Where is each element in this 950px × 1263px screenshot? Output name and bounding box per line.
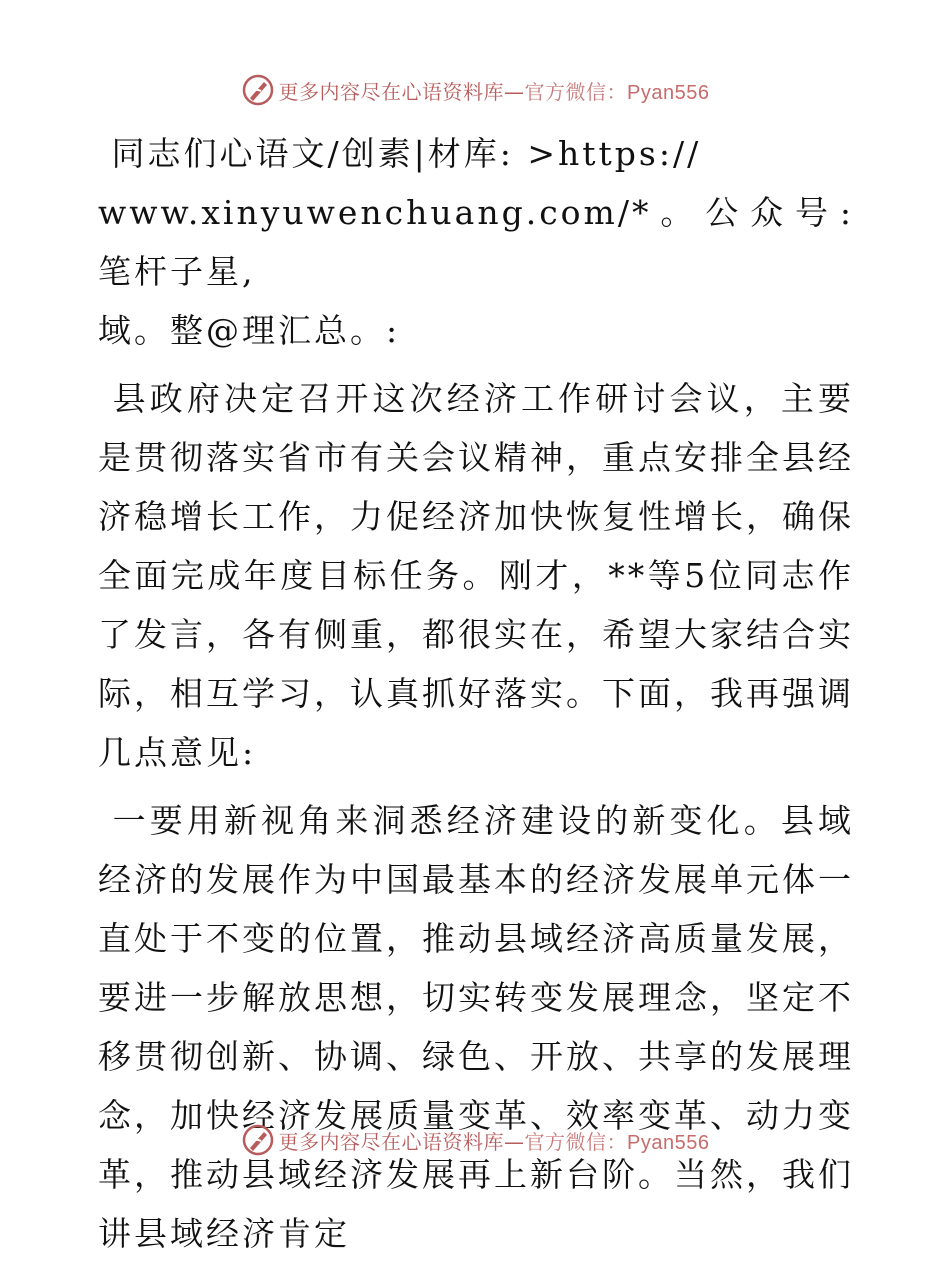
header-watermark — [0, 70, 950, 110]
paragraph-intro: 县政府决定召开这次经济工作研讨会议，主要是贯彻落实省市有关会议精神，重点安排全县经济稳增长工作，力促经济加快恢复性增长，确保全面完成年度目标任务。刚才，**等5位同志作了发言，各有侧重，都很实在，希望大家结合实际，相互学习，认真抓好落实。下面，我再强调几点意见: — [98, 379, 854, 772]
pen-logo-icon — [241, 1123, 275, 1157]
watermark-wechat-id: Pyan556 — [627, 1131, 710, 1154]
paragraph-point-one: 一要用新视角来洞悉经济建设的新变化。县域经济的发展作为中国最基本的经济发展单元体一直处于不变的位置，推动县域经济高质量发展，要进一步解放思想，切实转变发展理念，坚定不移贯彻创新、协调、绿色、开放、共享的发展理念，加快经济发展质量变革、效率变革、动力变革，推动县域经济发展再上新台阶。当然，我们讲县域经济肯定 — [98, 801, 854, 1253]
watermark-slogan: 更多内容尽在心语资料库 — [278, 79, 505, 104]
watermark-slogan: 更多内容尽在心语资料库 — [278, 1129, 505, 1154]
watermark-text — [279, 76, 710, 105]
watermark-text — [279, 1126, 710, 1155]
pen-logo-icon — [241, 73, 275, 107]
watermark-dash: — — [504, 79, 525, 104]
watermark-dash: — — [504, 1129, 525, 1154]
paragraph-source-note: 同志们心语文/创素|材库: >https:// www.xinyuwenchuang.com/*。公众号: 笔杆子星, 域。整@理汇总。: — [98, 134, 854, 350]
footer-watermark — [0, 1120, 950, 1160]
watermark-wechat-label: 官方微信： — [524, 79, 628, 104]
watermark-wechat-label: 官方微信： — [524, 1129, 628, 1154]
document-body — [98, 124, 854, 1263]
watermark-wechat-id: Pyan556 — [627, 81, 710, 104]
